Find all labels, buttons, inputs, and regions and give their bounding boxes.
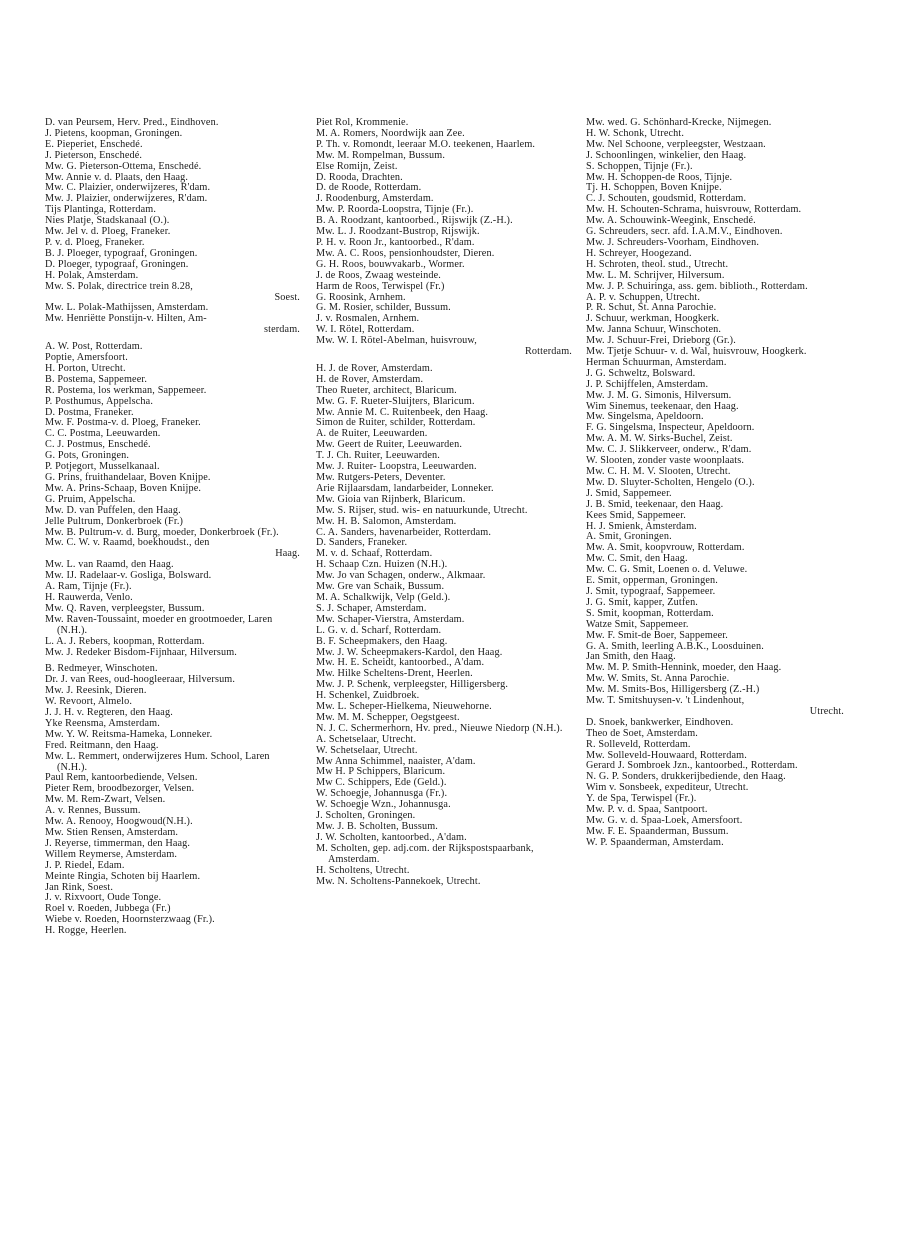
list-entry: Mw. J. Redeker Bisdom-Fijnhaar, Hilversum. xyxy=(45,646,237,658)
list-entry: Mw. J. B. Scholten, Bussum. xyxy=(316,821,438,832)
list-entry: Mw Anna Schimmel, naaister, A'dam. xyxy=(316,755,476,767)
list-entry: Mw. M. M. Schepper, Oegstgeest. xyxy=(316,711,460,723)
list-entry: Watze Smit, Sappemeer. xyxy=(586,618,689,630)
list-entry: G. Roosink, Arnhem. xyxy=(316,291,406,303)
list-entry: J. Smit, typograaf, Sappemeer. xyxy=(586,585,716,597)
list-entry: B. J. Ploeger, typograaf, Groningen. xyxy=(45,247,198,259)
list-entry: Harm de Roos, Terwispel (Fr.) xyxy=(316,280,445,292)
list-entry: E. Smit, opperman, Groningen. xyxy=(586,575,718,587)
list-entry: Roel v. Roeden, Jubbega (Fr.) xyxy=(45,903,171,915)
list-entry: Mw. J. Schreuders-Voorham, Eindhoven. xyxy=(586,236,760,248)
list-entry: Mw. Annie M. C. Ruitenbeek, den Haag. xyxy=(316,406,489,418)
list-entry: G. M. Rosier, schilder, Bussum. xyxy=(316,302,451,314)
list-entry: Piet Rol, Krommenie. xyxy=(316,117,409,128)
list-entry: D. de Roode, Rotterdam. xyxy=(316,182,422,194)
list-entry: Mw. H. Schouten-Schrama, huisvrouw, Rotterdam. xyxy=(586,204,802,216)
list-entry: Mw. J. Plaizier, onderwijzeres, R'dam. xyxy=(45,193,208,205)
list-entry: H. Rogge, Heerlen. xyxy=(45,925,127,937)
list-entry: H. Polak, Amsterdam. xyxy=(45,269,139,281)
list-entry: H. Scholtens, Utrecht. xyxy=(316,864,410,876)
list-entry: Theo de Soet, Amsterdam. xyxy=(586,727,698,739)
list-entry: H. Porton, Utrecht. xyxy=(45,362,126,374)
list-entry: A. v. Rennes, Bussum. xyxy=(45,805,141,817)
list-entry: J. Smid, Sappemeer. xyxy=(586,487,672,499)
list-entry: Mw. S. Polak, directrice trein 8.28, xyxy=(45,280,193,292)
list-entry: D. van Peursem, Herv. Pred., Eindhoven. xyxy=(45,117,219,128)
list-entry: Haag. xyxy=(275,548,300,560)
list-entry: Mw. H. B. Salomon, Amsterdam. xyxy=(316,515,457,527)
list-entry: Poptie, Amersfoort. xyxy=(45,352,128,364)
list-entry: Mw. W. Smits, St. Anna Parochie. xyxy=(586,673,730,685)
list-entry: Mw. A. Schouwink-Weegink, Enschedé. xyxy=(586,215,756,227)
list-entry: J. G. Smit, kapper, Zutfen. xyxy=(586,596,699,608)
list-entry: Mw. Q. Raven, verpleegster, Bussum. xyxy=(45,602,205,614)
list-entry: Arie Rijlaarsdam, landarbeider, Lonneker. xyxy=(316,482,494,494)
list-entry: W. P. Spaanderman, Amsterdam. xyxy=(586,836,724,848)
list-entry: H. Rauwerda, Venlo. xyxy=(45,591,133,603)
list-entry: M. v. d. Schaaf, Rotterdam. xyxy=(316,548,433,560)
list-entry: Mw. J. Ruiter- Loopstra, Leeuwarden. xyxy=(316,461,477,473)
list-entry: Mw. C. W. v. Raamd, boekhoudst., den xyxy=(45,537,210,549)
list-entry: M. A. Romers, Noordwijk aan Zee. xyxy=(316,127,465,139)
name-list-column-1 xyxy=(45,118,300,937)
list-entry: P. Posthumus, Appelscha. xyxy=(45,395,154,407)
list-entry: Mw. Jo van Schagen, onderw., Alkmaar. xyxy=(316,570,486,582)
list-entry: C. C. Postma, Leeuwarden. xyxy=(45,428,161,440)
list-entry: Jan Smith, den Haag. xyxy=(586,651,676,663)
list-entry: Mw. Singelsma, Apeldoorn. xyxy=(586,411,704,423)
list-entry: W. Schoegje, Johannusga (Fr.). xyxy=(316,788,448,800)
list-entry: Mw. L. Polak-Mathijssen, Amsterdam. xyxy=(45,302,209,314)
list-entry: C. J. Schouten, goudsmid, Rotterdam. xyxy=(586,193,747,205)
list-entry: P. v. d. Ploeg, Franeker. xyxy=(45,236,145,248)
list-entry: S. J. Schaper, Amsterdam. xyxy=(316,602,427,614)
list-entry: Mw. A. C. Roos, pensionhoudster, Dieren. xyxy=(316,247,495,259)
list-entry: Theo Rueter, architect, Blaricum. xyxy=(316,384,457,396)
list-entry: Mw. Gre van Schaik, Bussum. xyxy=(316,581,445,593)
list-entry: Mw. Jel v. d. Ploeg, Franeker. xyxy=(45,226,171,238)
list-entry: Mw. D. Sluyter-Scholten, Hengelo (O.). xyxy=(586,476,755,488)
list-entry: Mw. A. Renooy, Hoogwoud(N.H.). xyxy=(45,816,193,828)
list-entry: Mw. Janna Schuur, Winschoten. xyxy=(586,324,722,336)
list-entry: Jelle Pultrum, Donkerbroek (Fr.) xyxy=(45,515,184,527)
list-entry: Mw. L. van Raamd, den Haag. xyxy=(45,559,174,571)
list-entry: D. Postma, Franeker. xyxy=(45,406,134,418)
list-entry: A. Smit, Groningen. xyxy=(586,531,672,543)
list-entry: Mw. Hilke Scheltens-Drent, Heerlen. xyxy=(316,668,473,680)
list-entry: S. Schoppen, Tijnje (Fr.). xyxy=(586,160,693,172)
list-entry: Mw. Annie v. d. Plaats, den Haag. xyxy=(45,171,189,183)
list-entry: M. A. Schalkwijk, Velp (Geld.). xyxy=(316,591,451,603)
list-entry: B. Postema, Sappemeer. xyxy=(45,373,148,385)
list-entry: H. J. de Rover, Amsterdam. xyxy=(316,362,433,374)
list-entry: Mw. Geert de Ruiter, Leeuwarden. xyxy=(316,439,463,451)
list-entry: A. W. Post, Rotterdam. xyxy=(45,341,143,353)
list-entry: H. Schreyer, Hoogezand. xyxy=(586,247,692,259)
list-entry: Yke Reensma, Amsterdam. xyxy=(45,717,160,729)
list-entry: Mw. Raven-Toussaint, moeder en grootmoeder, Laren (N.H.). xyxy=(45,613,273,636)
list-entry: S. Smit, koopman, Rotterdam. xyxy=(586,607,714,619)
list-entry: J. B. Smid, teekenaar, den Haag. xyxy=(586,498,724,510)
list-entry: Mw. L. M. Schrijver, Hilversum. xyxy=(586,269,725,281)
list-entry: J. J. H. v. Regteren, den Haag. xyxy=(45,707,173,719)
list-entry: J. de Roos, Zwaag westeinde. xyxy=(316,269,442,281)
list-entry: Mw. H. E. Scheidt, kantoorbed., A'dam. xyxy=(316,657,485,669)
list-entry: Mw. L. Scheper-Hielkema, Nieuwehorne. xyxy=(316,701,492,713)
list-entry: Mw. C. H. M. V. Slooten, Utrecht. xyxy=(586,466,731,477)
list-entry: W. Revoort, Almelo. xyxy=(45,696,133,708)
list-entry: Mw. G. Pieterson-Ottema, Enschedé. xyxy=(45,160,202,172)
list-entry: D. Ploeger, typograaf, Groningen. xyxy=(45,258,189,270)
list-entry: Mw. A. M. W. Sirks-Buchel, Zeist. xyxy=(586,433,733,445)
list-entry: Fred. Reitmann, den Haag. xyxy=(45,739,159,751)
name-list-column-2 xyxy=(316,118,572,887)
list-entry: W. Slooten, zonder vaste woonplaats. xyxy=(586,455,745,467)
list-entry: Mw. J. W. Scheepmakers-Kardol, den Haag. xyxy=(316,646,503,658)
list-entry: J. v. Rixvoort, Oude Tonge. xyxy=(45,892,162,904)
list-entry: Mw. J. Reesink, Dieren. xyxy=(45,685,147,697)
list-entry: M. Scholten, gep. adj.com. der Rijkspostspaarbank, Amsterdam. xyxy=(316,842,534,865)
list-entry: Mw. H. Schoppen-de Roos, Tijnje. xyxy=(586,171,733,183)
list-entry: L. A. J. Rebers, koopman, Rotterdam. xyxy=(45,635,205,647)
list-entry: N. J. C. Schermerhorn, Hv. pred., Nieuwe Niedorp (N.H.). xyxy=(316,722,563,734)
list-entry: Pieter Rem, broodbezorger, Velsen. xyxy=(45,783,195,795)
list-entry: Mw. C. Plaizier, onderwijzeres, R'dam. xyxy=(45,182,211,194)
list-entry: J. Schuur, werkman, Hoogkerk. xyxy=(586,313,720,325)
list-entry: E. Pieperiet, Enschedé. xyxy=(45,138,143,150)
list-entry: B. Redmeyer, Winschoten. xyxy=(45,663,158,675)
list-entry: Mw. N. Scholtens-Pannekoek, Utrecht. xyxy=(316,875,481,887)
list-entry: Mw. Henriëtte Ponstijn-v. Hilten, Am- xyxy=(45,313,207,325)
list-entry: Mw. M. Rompelman, Bussum. xyxy=(316,149,446,161)
list-entry: D. Rooda, Drachten. xyxy=(316,171,403,183)
list-entry: Nies Platje, Stadskanaal (O.). xyxy=(45,215,170,227)
list-entry: Mw. C. J. Slikkerveer, onderw., R'dam. xyxy=(586,444,752,456)
list-entry: Mw. J. P. Schenk, verpleegster, Hilligersberg. xyxy=(316,679,509,691)
list-entry: H. W. Schonk, Utrecht. xyxy=(586,127,685,139)
list-entry: Mw. G. F. Rueter-Sluijters, Blaricum. xyxy=(316,395,475,407)
list-entry: Mw. Tjetje Schuur- v. d. Wal, huisvrouw, Hoogkerk. xyxy=(586,346,807,358)
list-entry: Wim v. Sonsbeek, expediteur, Utrecht. xyxy=(586,782,749,794)
list-entry: Herman Schuurman, Amsterdam. xyxy=(586,356,727,368)
list-entry: F. G. Singelsma, Inspecteur, Apeldoorn. xyxy=(586,422,755,434)
list-entry: Paul Rem, kantoorbediende, Velsen. xyxy=(45,772,198,784)
list-entry: Rotterdam. xyxy=(524,346,572,358)
list-entry: G. H. Roos, bouwvakarb., Wormer. xyxy=(316,258,465,270)
list-entry: Mw. A. Smit, koopvrouw, Rotterdam. xyxy=(586,542,745,554)
list-entry: Meinte Ringia, Schoten bij Haarlem. xyxy=(45,870,201,882)
list-entry: J. v. Rosmalen, Arnhem. xyxy=(316,313,420,325)
list-entry: J. Scholten, Groningen. xyxy=(316,810,416,822)
list-entry: Mw. M. P. Smith-Hennink, moeder, den Haag. xyxy=(586,662,782,674)
list-entry: Mw. S. Rijser, stud. wis- en natuurkunde, Utrecht. xyxy=(316,504,528,516)
list-entry: W. Schetselaar, Utrecht. xyxy=(316,744,418,756)
list-entry: H. Schroten, theol. stud., Utrecht. xyxy=(586,258,729,270)
list-entry: Mw. F. Postma-v. d. Ploeg, Franeker. xyxy=(45,417,201,429)
list-entry: J. G. Schweltz, Bolsward. xyxy=(586,367,696,379)
list-entry: H. de Rover, Amsterdam. xyxy=(316,373,424,385)
list-entry: W. I. Rötel, Rotterdam. xyxy=(316,324,415,336)
list-entry: Jan Rink, Soest. xyxy=(45,881,114,893)
list-entry: A. Schetselaar, Utrecht. xyxy=(316,733,417,745)
list-entry: Else Romijn, Zeist. xyxy=(316,160,398,172)
list-entry: Mw. J. Schuur-Frei, Drieborg (Gr.). xyxy=(586,335,736,347)
list-entry: J. Schoonlingen, winkelier, den Haag. xyxy=(586,149,747,161)
list-entry: Mw. L. Remmert, onderwijzeres Hum. School, Laren (N.H.). xyxy=(45,750,270,773)
list-entry: Mw. wed. G. Schönhard-Krecke, Nijmegen. xyxy=(586,117,772,128)
list-entry: J. P. Schijffelen, Amsterdam. xyxy=(586,378,709,390)
list-entry: Mw. W. I. Rötel-Abelman, huisvrouw, xyxy=(316,335,477,347)
list-entry: P. Potjegort, Musselkanaal. xyxy=(45,461,160,473)
list-entry: P. Th. v. Romondt, leeraar M.O. teekenen, Haarlem. xyxy=(316,138,536,150)
list-entry: A. de Ruiter, Leeuwarden. xyxy=(316,428,428,440)
list-entry: G. A. Smith, leerling A.B.K., Loosduinen. xyxy=(586,640,764,652)
list-entry: Kees Smid, Sappemeer. xyxy=(586,509,686,521)
list-entry: Gerard J. Sombroek Jzn., kantoorbed., Rotterdam. xyxy=(586,760,798,772)
list-entry: G. Pots, Groningen. xyxy=(45,450,130,462)
list-entry: Mw. G. v. d. Spaa-Loek, Amersfoort. xyxy=(586,815,743,826)
list-entry: Mw. C. Smit, den Haag. xyxy=(586,553,688,565)
list-entry: Mw. F. Smit-de Boer, Sappemeer. xyxy=(586,629,728,641)
list-entry: Mw C. Schippers, Ede (Geld.). xyxy=(316,777,447,789)
list-entry: J. Reyerse, timmerman, den Haag. xyxy=(45,837,191,849)
list-entry: B. F. Scheepmakers, den Haag. xyxy=(316,635,448,647)
list-entry: G. Pruim, Appelscha. xyxy=(45,493,136,505)
list-entry: R. Postema, los werkman, Sappemeer. xyxy=(45,384,207,396)
list-entry: T. J. Ch. Ruiter, Leeuwarden. xyxy=(316,450,440,462)
list-entry: P. R. Schut, St. Anna Parochie. xyxy=(586,302,717,314)
list-entry: Mw. Gioia van Rijnberk, Blaricum. xyxy=(316,493,466,505)
list-entry: Mw. F. E. Spaanderman, Bussum. xyxy=(586,825,729,837)
list-entry: Mw. J. M. G. Simonis, Hilversum. xyxy=(586,389,732,401)
list-entry: Mw. D. van Puffelen, den Haag. xyxy=(45,504,181,516)
list-entry: Mw. Rutgers-Peters, Deventer. xyxy=(316,472,446,483)
list-entry: Mw. Nel Schoone, verpleegster, Westzaan. xyxy=(586,138,766,150)
list-entry: B. A. Roodzant, kantoorbed., Rijswijk (Z.-H.). xyxy=(316,215,513,227)
list-entry: D. Sanders, Franeker. xyxy=(316,537,408,549)
list-entry: R. Solleveld, Rotterdam. xyxy=(586,738,691,750)
list-entry: Mw. Schaper-Vierstra, Amsterdam. xyxy=(316,613,465,625)
list-entry: G. Schreuders, secr. afd. I.A.M.V., Eindhoven. xyxy=(586,226,783,238)
list-entry: A. P. v. Schuppen, Utrecht. xyxy=(586,291,701,303)
list-entry: Mw. P. Roorda-Loopstra, Tijnje (Fr.). xyxy=(316,204,474,216)
list-entry: Mw. M. Rem-Zwart, Velsen. xyxy=(45,794,166,806)
list-entry: Mw. C. G. Smit, Loenen o. d. Veluwe. xyxy=(586,564,748,576)
list-entry: sterdam. xyxy=(264,324,300,336)
list-entry: A. Ram, Tijnje (Fr.). xyxy=(45,581,132,593)
list-entry: Mw. P. v. d. Spaa, Santpoort. xyxy=(586,804,708,816)
list-entry: Dr. J. van Rees, oud-hoogleeraar, Hilversum. xyxy=(45,674,236,686)
list-entry: Mw. T. Smitshuysen-v. 't Lindenhout, xyxy=(586,695,745,707)
list-entry: Mw. Solleveld-Houwaard, Rotterdam. xyxy=(586,749,747,761)
list-entry: J. Pietens, koopman, Groningen. xyxy=(45,127,183,139)
list-entry: G. Prins, fruithandelaar, Boven Knijpe. xyxy=(45,472,211,483)
list-entry: N. G. P. Sonders, drukkerijbediende, den Haag. xyxy=(586,771,786,783)
list-entry: H. J. Smienk, Amsterdam. xyxy=(586,520,697,532)
list-entry: Soest. xyxy=(274,291,300,303)
list-entry: D. Snoek, bankwerker, Eindhoven. xyxy=(586,716,734,728)
list-entry: W. Schoegje Wzn., Johannusga. xyxy=(316,799,451,811)
list-entry: J. Roodenburg, Amsterdam. xyxy=(316,193,434,205)
list-entry: Mw. B. Pultrum-v. d. Burg, moeder, Donkerbroek (Fr.). xyxy=(45,526,279,538)
list-entry: Mw. A. Prins-Schaap, Boven Knijpe. xyxy=(45,482,202,494)
list-entry: Mw. L. J. Roodzant-Bustrop, Rijswijk. xyxy=(316,226,480,238)
list-entry: Mw. IJ. Radelaar-v. Gosliga, Bolsward. xyxy=(45,570,212,582)
list-entry: J. P. Riedel, Edam. xyxy=(45,859,125,871)
list-entry: L. G. v. d. Scharf, Rotterdam. xyxy=(316,624,442,636)
list-entry: Utrecht. xyxy=(809,705,844,717)
list-entry: P. H. v. Roon Jr., kantoorbed., R'dam. xyxy=(316,236,475,248)
list-entry: C. A. Sanders, havenarbeider, Rotterdam. xyxy=(316,526,492,538)
list-entry: H. Schenkel, Zuidbroek. xyxy=(316,690,420,702)
list-entry: Mw H. P Schippers, Blaricum. xyxy=(316,766,446,778)
list-entry: H. Schaap Czn. Huizen (N.H.). xyxy=(316,559,448,571)
list-entry: Mw. M. Smits-Bos, Hilligersberg (Z.-H.) xyxy=(586,684,760,696)
list-entry: Tijs Plantinga, Rotterdam. xyxy=(45,204,157,216)
list-entry: Willem Reymerse, Amsterdam. xyxy=(45,848,178,860)
list-entry: J. W. Scholten, kantoorbed., A'dam. xyxy=(316,831,467,843)
list-entry: Mw. J. P. Schuiringa, ass. gem. biblioth., Rotterdam. xyxy=(586,280,808,292)
list-entry: Wim Sinemus, teekenaar, den Haag. xyxy=(586,400,739,412)
name-list-column-3 xyxy=(586,118,844,849)
list-entry: Mw. Stien Rensen, Amsterdam. xyxy=(45,827,179,838)
list-entry: Tj. H. Schoppen, Boven Knijpe. xyxy=(586,182,722,194)
list-entry: Y. de Spa, Terwispel (Fr.). xyxy=(586,793,697,805)
list-entry: C. J. Postmus, Enschedé. xyxy=(45,439,151,451)
list-entry: J. Pieterson, Enschedé. xyxy=(45,149,143,161)
list-entry: Wiebe v. Roeden, Hoornsterzwaag (Fr.). xyxy=(45,914,215,926)
list-entry: Mw. Y. W. Reitsma-Hameka, Lonneker. xyxy=(45,728,213,740)
list-entry: Simon de Ruiter, schilder, Rotterdam. xyxy=(316,417,476,429)
